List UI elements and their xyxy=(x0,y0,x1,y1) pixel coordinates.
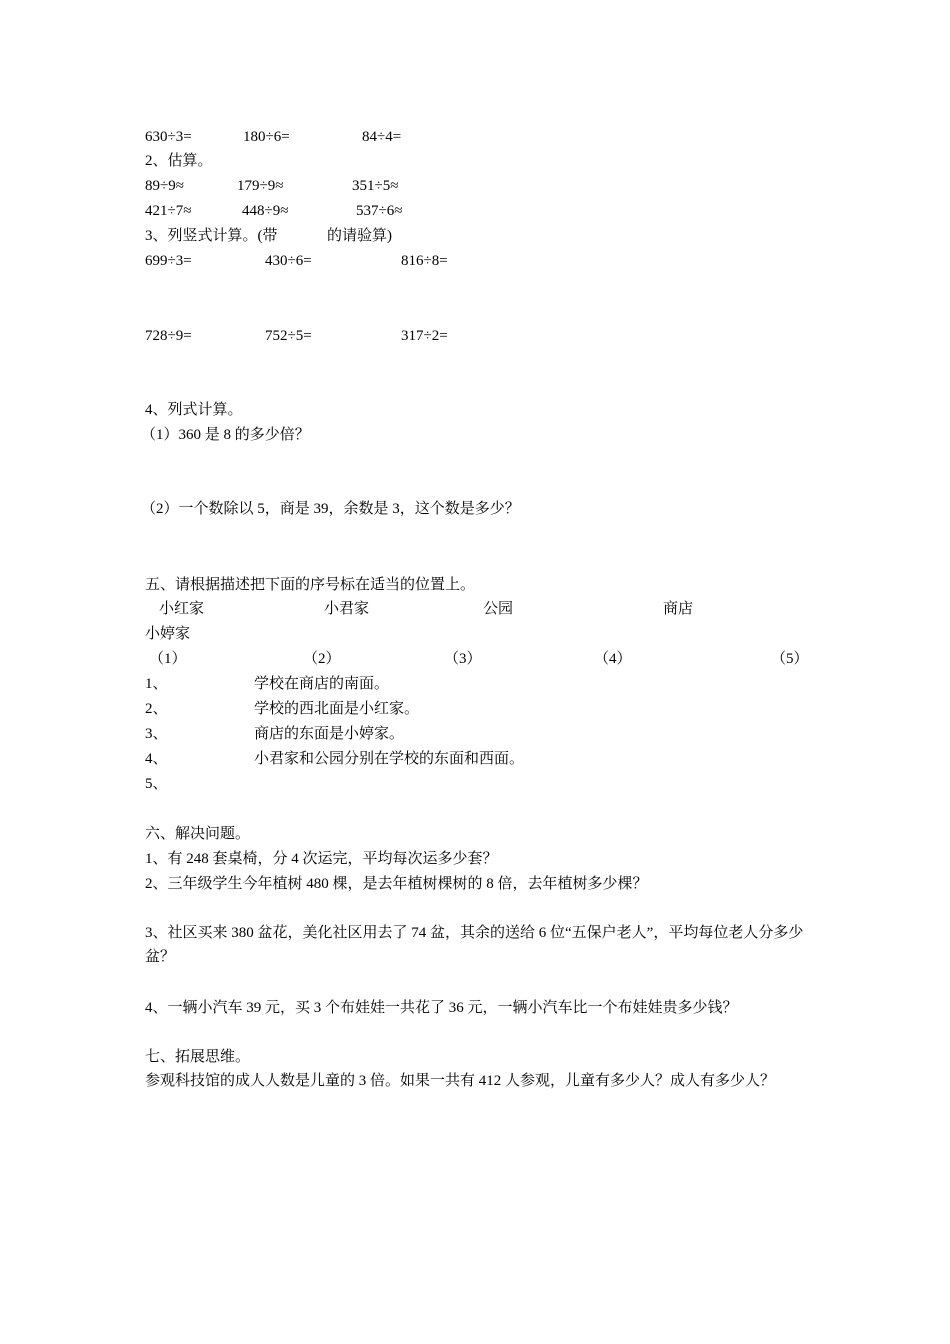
problem-item: 537÷6≈ xyxy=(356,203,403,219)
problem-item: 421÷7≈ xyxy=(145,203,192,219)
problem-item: 180÷6= xyxy=(243,129,290,145)
position-marker: （5） xyxy=(771,651,809,667)
section-heading: 2、估算。 xyxy=(145,153,213,169)
question: 4、一辆小汽车 39 元，买 3 个布娃娃一共花了 36 元，一辆小汽车比一个布娃娃贵多少钱？ xyxy=(145,1000,738,1016)
problem-item: 84÷4= xyxy=(362,129,402,145)
problem-item: 699÷3= xyxy=(145,253,192,269)
question: 参观科技馆的成人人数是儿童的 3 倍。如果一共有 412 人参观，儿童有多少人？成人有多少人？ xyxy=(145,1073,776,1089)
section-heading-tail: 的请验算) xyxy=(327,228,392,244)
problem-item: 351÷5≈ xyxy=(352,178,399,194)
problem-item: 448÷9≈ xyxy=(242,203,289,219)
problem-item: 752÷5= xyxy=(265,328,312,344)
statement-number: 2、 xyxy=(145,701,168,717)
position-marker: （3） xyxy=(444,651,482,667)
statement-number: 3、 xyxy=(145,726,168,742)
position-marker: （4） xyxy=(594,651,632,667)
question: 3、社区买来 380 盆花，美化社区用去了 74 盆，其余的送给 6 位“五保户老人”，平均每位老人分多少盆？ xyxy=(145,925,804,965)
statement-text: 学校在商店的南面。 xyxy=(254,676,390,692)
problem-item: 317÷2= xyxy=(401,328,448,344)
question: （2）一个数除以 5，商是 39，余数是 3，这个数是多少？ xyxy=(141,501,520,517)
question: 2、三年级学生今年植树 480 棵，是去年植树棵树的 8 倍，去年植树多少棵？ xyxy=(145,876,648,892)
problem-item: 630÷3= xyxy=(145,129,192,145)
statement-number: 4、 xyxy=(145,751,168,767)
problem-item: 728÷9= xyxy=(145,328,192,344)
position-marker: （1） xyxy=(149,651,187,667)
problem-item: 816÷8= xyxy=(401,253,448,269)
statement-text: 商店的东面是小婷家。 xyxy=(254,726,405,742)
question: 1、有 248 套桌椅，分 4 次运完，平均每次运多少套？ xyxy=(145,851,498,867)
position-marker: （2） xyxy=(303,651,341,667)
place-label: 小君家 xyxy=(324,601,370,617)
section-heading: 六、解决问题。 xyxy=(145,826,251,842)
statement-number: 5、 xyxy=(145,776,168,792)
statement-text: 小君家和公园分别在学校的东面和西面。 xyxy=(254,751,525,767)
question: （1）360 是 8 的多少倍？ xyxy=(141,427,310,443)
section-heading: 五、请根据描述把下面的序号标在适当的位置上。 xyxy=(145,577,476,593)
statement-number: 1、 xyxy=(145,676,168,692)
section-heading: 4、列式计算。 xyxy=(145,402,243,418)
problem-item: 179÷9≈ xyxy=(237,178,284,194)
statement-text: 学校的西北面是小红家。 xyxy=(254,701,420,717)
place-label: 小婷家 xyxy=(145,626,191,642)
place-label: 公园 xyxy=(483,601,514,617)
section-heading: 3、列竖式计算。(带 xyxy=(145,228,278,244)
problem-item: 89÷9≈ xyxy=(145,178,184,194)
place-label: 商店 xyxy=(663,601,694,617)
section-heading: 七、拓展思维。 xyxy=(145,1049,251,1065)
problem-item: 430÷6= xyxy=(265,253,312,269)
place-label: 小红家 xyxy=(159,601,205,617)
